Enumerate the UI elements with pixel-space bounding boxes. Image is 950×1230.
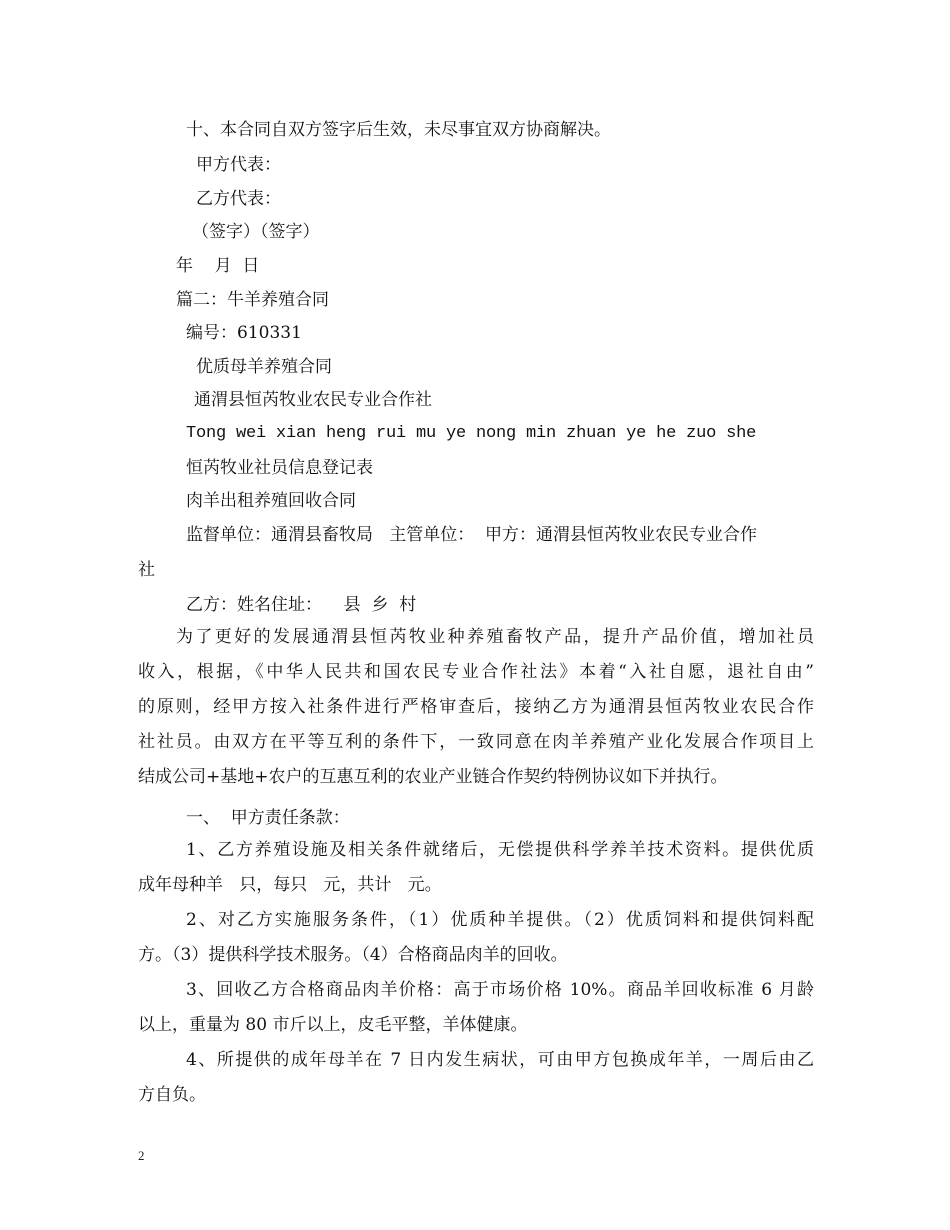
- item-line: 1、乙方养殖设施及相关条件就绪后，无偿提供科学养羊技术资料。提供优质: [186, 840, 814, 860]
- party-a-responsibilities-heading: 一、 甲方责任条款：: [186, 808, 350, 828]
- date-line: 年 月 日: [176, 256, 260, 276]
- clause-ten: 十、本合同自双方签字后生效，未尽事宜双方协商解决。: [186, 120, 611, 140]
- intro-line: 结成公司+基地+农户的互惠互利的农业产业链合作契约特例协议如下并执行。: [138, 767, 728, 787]
- item-line: 成年母种羊 只，每只 元，共计 元。: [138, 875, 442, 895]
- item-line: 4、所提供的成年母羊在 7 日内发生病状，可由甲方包换成年羊，一周后由乙: [186, 1050, 814, 1070]
- intro-line: 社社员。由双方在平等互利的条件下，一致同意在肉羊养殖产业化发展合作项目上: [138, 732, 814, 752]
- item-4: [138, 1043, 814, 1113]
- item-line: 2、对乙方实施服务条件，（1）优质种羊提供。（2）优质饲料和提供饲料配: [186, 910, 814, 930]
- contract-number: 编号：610331: [186, 323, 302, 343]
- item-line: 方自负。: [138, 1085, 206, 1105]
- contract-title: 优质母羊养殖合同: [196, 357, 332, 377]
- cooperative-name: 通渭县恒芮牧业农民专业合作社: [194, 390, 432, 410]
- item-line: 方。（3）提供科学技术服务。（4）合格商品肉羊的回收。: [138, 945, 568, 965]
- intro-line: 的原则，经甲方按入社条件进行严格审查后，接纳乙方为通渭县恒芮牧业农民合作: [138, 697, 814, 717]
- section-heading: 篇二：牛羊养殖合同: [176, 290, 329, 310]
- item-line: 3、回收乙方合格商品肉羊价格：高于市场价格 10%。商品羊回收标准 6 月龄: [186, 980, 814, 1000]
- supervising-units: 监督单位：通渭县畜牧局 主管单位： 甲方：通渭县恒芮牧业农民专业合作: [186, 525, 758, 545]
- party-a-representative: 甲方代表：: [196, 155, 281, 175]
- party-b-representative: 乙方代表：: [196, 189, 281, 209]
- supervising-units-continued: 社: [138, 560, 155, 580]
- page-number: 2: [138, 1148, 145, 1163]
- intro-line: 为了更好的发展通渭县恒芮牧业种养殖畜牧产品，提升产品价值，增加社员: [176, 627, 814, 647]
- item-2: [138, 903, 814, 973]
- item-1: [138, 833, 814, 903]
- intro-paragraph: [138, 620, 814, 795]
- signature-line: （签字）（签字）: [192, 222, 320, 242]
- cooperative-name-pinyin: Tong wei xian heng rui mu ye nong min zhuan ye he zuo she: [186, 424, 757, 443]
- intro-line: 收入，根据，《中华人民共和国农民专业合作社法》本着“入社自愿，退社自由”: [138, 662, 814, 682]
- item-3: [138, 973, 814, 1043]
- rental-contract-title: 肉羊出租养殖回收合同: [186, 491, 356, 511]
- party-b-address: 乙方：姓名住址： 县 乡 村: [186, 595, 417, 615]
- member-registration-title: 恒芮牧业社员信息登记表: [186, 458, 373, 478]
- item-line: 以上，重量为 80 市斤以上，皮毛平整，羊体健康。: [138, 1015, 528, 1035]
